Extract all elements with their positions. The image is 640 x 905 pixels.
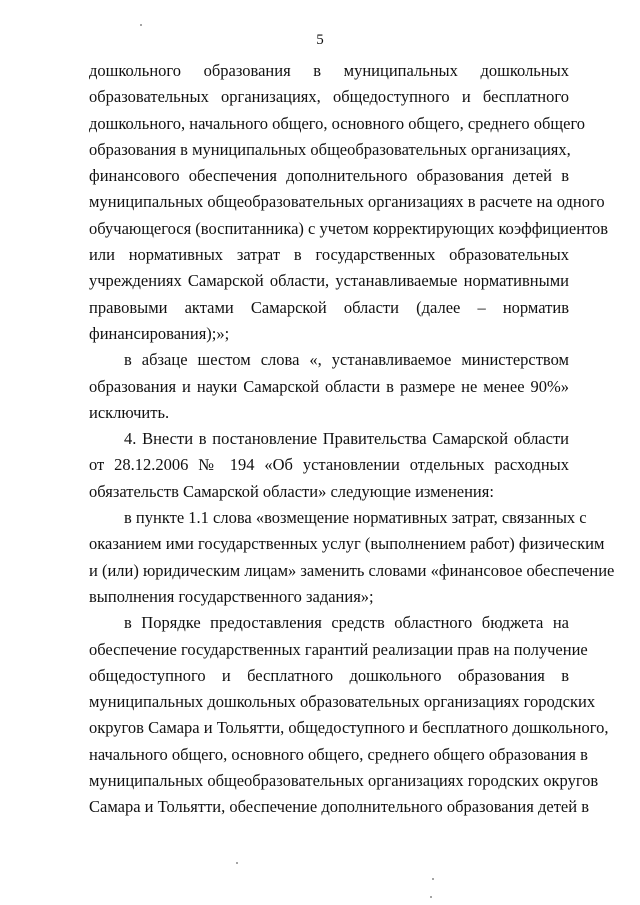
text-line: муниципальных общеобразовательных организациях в расчете на одного [89,192,605,212]
paragraph-poryadok [89,610,609,820]
text-line: обучающегося (воспитанника) с учетом корректирующих коэффициентов [89,218,609,238]
text-line: начального общего, основного общего, среднего общего образования в [89,744,588,764]
text-line: округов Самара и Тольятти, общедоступного и бесплатного дошкольного, [89,718,609,738]
text-line: дошкольного образования в муниципальных дошкольных [89,61,569,80]
paragraph-continuation [89,58,609,347]
text-line: муниципальных дошкольных образовательных организациях городских [89,692,596,712]
text-line: Самара и Тольятти, обеспечение дополнительного образования детей в [89,797,589,817]
text-line: финансового обеспечения дополнительного образования детей в [89,166,569,186]
document-body [89,58,615,821]
text-line: от 28.12.2006 № 194 «Об установлении отдельных расходных [89,455,569,475]
text-line: в пункте 1.1 слова «возмещение нормативных затрат, связанных с [124,508,587,528]
text-line: общедоступного и бесплатного дошкольного образования в [89,665,569,685]
scan-speck [236,862,238,864]
page-number: 5 [316,32,324,48]
text-line: 4. Внести в постановление Правительства Самарской области [124,429,569,449]
text-line: исключить. [89,402,170,422]
text-line: обеспечение государственных гарантий реализации прав на получение [89,639,588,659]
paragraph-item-4 [89,426,569,505]
paragraph-punkt-1-1 [89,505,615,610]
text-line: образования и науки Самарской области в размере не менее 90%» [89,376,569,396]
text-line: муниципальных общеобразовательных организациях городских округов [89,771,599,791]
text-line: образовательных организациях, общедоступного и бесплатного [89,87,569,107]
text-line: в Порядке предоставления средств областного бюджета на [124,613,569,633]
text-line: выполнения государственного задания»; [89,586,374,606]
text-line: в абзаце шестом слова «, устанавливаемое министерством [124,350,569,370]
scan-speck [140,24,142,26]
text-line: или нормативных затрат в государственных образовательных [89,245,569,265]
scan-speck [432,878,434,880]
text-line: оказанием ими государственных услуг (выполнением работ) физическим [89,534,605,554]
text-line: образования в муниципальных общеобразовательных организациях, [89,139,571,159]
scan-speck [430,896,432,898]
text-line: обязательств Самарской области» следующие изменения: [89,481,494,501]
text-line: правовыми актами Самарской области (далее – норматив [89,297,569,317]
text-line: финансирования);»; [89,323,230,343]
text-line: и (или) юридическим лицам» заменить словами «финансовое обеспечение [89,560,615,580]
paragraph-abzac-shestoy [89,347,569,426]
text-line: дошкольного, начального общего, основного общего, среднего общего [89,113,586,133]
text-line: учреждениях Самарской области, устанавливаемые нормативными [89,271,569,291]
